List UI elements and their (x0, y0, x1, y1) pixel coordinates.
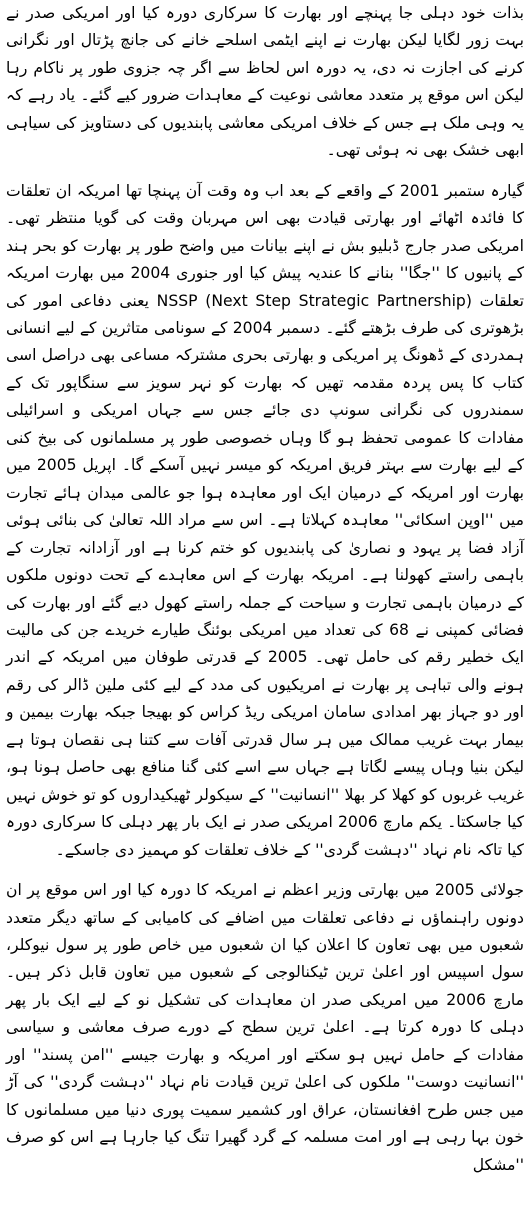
paragraph-3: جولائی 2005 میں بھارتی وزیر اعظم نے امریکہ کا دورہ کیا اور اس موقع پر ان دونوں راہنماؤں نے دفاعی تعلقات میں اضافے کی کامیابی کے ساتھ دیگر متعدد شعبوں میں بھی تعاون کا اعلان کیا ان شعبوں میں خاص طور پر سول نیوکلر، سول اسپیس اور اعلیٰ ترین ٹیکنالوجی کے شعبوں میں تعاون قابل ذکر ہیں۔ مارچ 2006 میں امریکی صدر ان معاہدات کی تشکیل نو کے لیے ایک بار پھر دہلی کا دورہ کرتا ہے۔ اعلیٰ ترین سطح کے دورے صرف معاشی و سیاسی مفادات کے حامل نہیں ہو سکتے اور امریکہ و بھارت جیسے ''امن پسند'' اور ''انسانیت دوست'' ملکوں کی اعلیٰ ترین قیادت نام نہاد ''دہشت گردی'' کی آڑ میں جس طرح افغانستان، عراق اور کشمیر سمیت پوری دنیا میں مسلمانوں کا خون بہا رہی ہے اور امت مسلمہ کے گرد گھیرا تنگ کیا جارہا ہے اس کو صرف ''مشکل (6, 881, 524, 1174)
paragraph-1: بذات خود دہلی جا پہنچے اور بھارت کا سرکاری دورہ کیا اور امریکی صدر نے بہت زور لگایا لیکن بھارت نے اپنے ایٹمی اسلحے خانے کی جانچ پڑتال اور نگرانی کرنے کی اجازت نہ دی، یہ دورہ اس لحاظ سے اگر چہ جزوی طور پر ناکام رہا لیکن اس موقع پر متعدد معاشی نوعیت کے معاہدات ضرور کیے گئے۔ یاد رہے کہ یہ وہی ملک ہے جس کے خلاف امریکی معاشی پابندیوں کی دستاویز کی سیاہی ابھی خشک بھی نہ ہوئی تھی۔ (6, 4, 524, 160)
paragraph-2: گیارہ ستمبر 2001 کے واقعے کے بعد اب وہ وقت آن پہنچا تھا امریکہ ان تعلقات کا فائدہ اٹھائے اور بھارتی قیادت بھی اس مہربان وقت کی گویا منتظر تھی۔ امریکی صدر جارج ڈبلیو بش نے اپنے بیانات میں واضح طور پر بھارت کو بحر ہند کے پانیوں کا ''جگا'' بنانے کا عندیہ پیش کیا اور جنوری 2004 میں بھارت امریکہ تعلقات NSSP (Next Step Strategic Partnership) یعنی دفاعی امور کی بڑھوتری کی طرف بڑھتے گئے۔ دسمبر 2004 کے سونامی متاثرین کے لیے انسانی ہمدردی کے ڈھونگ پر امریکی و بھارتی بحری مشترکہ مساعی بھی دراصل اسی کتاب کا پس پردہ مقدمہ تھیں کہ بھارت کو نہر سویز سے سنگاپور تک کے سمندروں کی نگرانی سونپ دی جائے جس سے جہاں امریکی و اسرائیلی مفادات کا عمومی تحفظ ہو گا وہاں خصوصی طور پر مسلمانوں کی بیخ کنی کے لیے بھارت سے بہتر فریق امریکہ کو میسر نہیں آسکے گا۔ اپریل 2005 میں بھارت اور امریکہ کے درمیان ایک اور معاہدہ ہوا جو عالمی میدان ہائے تجارت میں ''اوپن اسکائی'' معاہدہ کہلاتا ہے۔ اس سے مراد اللہ تعالیٰ کی بنائی ہوئی آزاد فضا پر یہود و نصاریٰ کی پابندیوں کو ختم کرنا ہے اور آزادانہ تجارت کے باہمی راستے کھولنا ہے۔ امریکہ بھارت کے اس معاہدے کے تحت دونوں ملکوں کے درمیان باہمی تجارت و سیاحت کے جملہ راستے کھول دیے گئے اور بھارت کی فضائی کمپنی نے 68 کی تعداد میں امریکی بوئنگ طیارے خریدے جن کی مالیت ایک خطیر رقم کی حامل تھی۔ 2005 کے قدرتی طوفان میں امریکہ کے اندر ہونے والی تباہی پر بھارت نے امریکیوں کی مدد کے لیے کئی ملین ڈالر کی رقم اور دو جہاز بھر امدادی سامان امریکی ریڈ کراس کو بھیجا جبکہ بھارت بیمین و بیمار بہت غریب ممالک میں ہر سال قدرتی آفات سے کتنا ہی نقصان ہوتا ہے لیکن بنیا وہاں پیسے لگاتا ہے جہاں سے اسے کئی گنا منافع بھی حاصل ہونا ہو، غریب غربوں کو کھلا کر بھلا ''انسانیت'' کے سیکولر ٹھیکیداروں کو تو خوش نہیں کیا جاسکتا۔ یکم مارچ 2006 امریکی صدر نے ایک بار پھر دہلی کا سرکاری دورہ کیا تاکہ نام نہاد ''دہشت گردی'' کے خلاف تعلقات کو مہمیز دی جاسکے۔ (6, 181, 525, 859)
